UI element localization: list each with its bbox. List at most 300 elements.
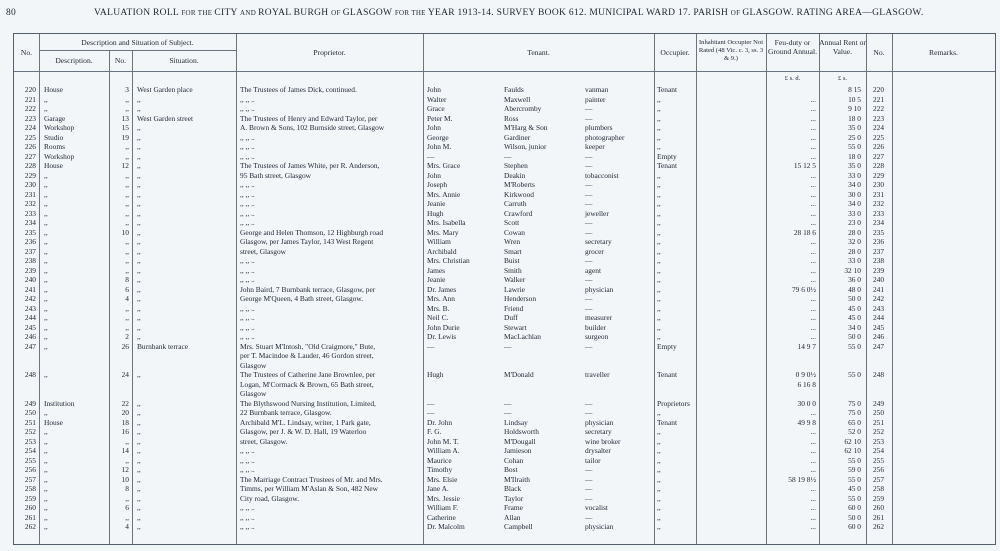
cell-tf: Mrs. Grace [427,161,461,170]
table-row [14,494,994,503]
cell-occ: ,, [657,474,661,484]
cell-rent: 34 0 [848,199,861,208]
cell-no: 226 [24,142,36,151]
cell-ts: — [504,398,512,408]
cell-tf: Grace [427,104,445,113]
cell-prop: ,, ,, .. [240,512,255,522]
cell-prop: ,, ,, .. [240,218,255,227]
cell-tf: Jeanie [427,199,446,208]
cell-tf: Neil C. [427,313,449,322]
cell-ts: Cowan [504,227,525,237]
cell-desc: ,, [44,493,48,503]
table-row [14,104,994,113]
cell-no2: 255 [872,455,885,465]
cell-to: grocer [585,246,604,256]
cell-sit: ,, [137,132,141,142]
cell-occ: Empty [657,151,677,161]
cell-feu: ... [810,199,816,208]
cell-tf: Mrs. Mary [427,227,459,237]
cell-num: 19 [121,132,129,142]
cell-feu: 58 19 8½ [788,474,816,484]
cell-no2: 259 [872,493,885,503]
cell-no: 243 [24,303,36,313]
cell-occ: Empty [657,341,677,351]
cell-ts: Carruth [504,199,527,208]
cell-prop: George M'Queen, 4 Bath street, Glasgow. [240,294,364,303]
cell-no: 228 [24,161,36,170]
cell-num: 6 [125,503,129,512]
cell-no: 242 [24,294,36,303]
cell-tf: Joseph [427,180,448,189]
cell-desc: ,, [44,341,48,351]
cell-prop: ,, ,, .. [240,199,255,208]
cell-desc: ,, [44,408,48,417]
cell-to: photographer [585,132,625,142]
cell-sit: ,, [137,408,141,417]
cell-num: ,, [125,493,129,503]
cell-tf: James [427,265,446,275]
table-row [14,228,994,237]
cell-prop: ,, ,, .. [240,256,255,265]
cell-to: — [585,465,593,474]
cell-ts: M'Roberts [504,180,535,189]
col-occupier: Occupier. [660,48,690,57]
cell-no: 250 [24,408,36,417]
cell-rent: 36 0 [848,275,861,284]
cell-ts: — [504,341,512,351]
cell-ts: Holdsworth [504,427,539,436]
cell-no: 225 [24,132,36,142]
cell-sit: ,, [137,370,141,379]
cell-rent: 50 0 [848,332,861,341]
cell-ts: Wren [504,237,521,246]
cell-no: 237 [24,246,36,256]
cell-no2: 247 [872,341,885,351]
cell-desc: ,, [44,503,48,512]
col-inhabitant: Inhabitant Occupier Not Rated (48 Vic. c. 3, ss. 3 & 9.) [698,39,764,62]
cell-prop: ,, ,, .. [240,522,255,531]
cell-prop: ,, ,, .. [240,332,255,341]
cell-tf: Hugh [427,370,444,379]
cell-rent: 55 0 [848,493,861,503]
cell-feu: 79 6 0½ [791,284,816,294]
cell-no: 260 [24,503,36,512]
cell-tf: Jeanie [427,275,446,284]
cell-ts: Henderson [504,294,537,303]
cell-num: 24 [121,370,129,379]
cell-no2: 239 [872,265,885,275]
cell-desc: ,, [44,332,48,341]
cell-prop: The Marriage Contract Trustees of Mr. and Mrs. [240,474,383,484]
cell-num: 13 [121,113,129,123]
cell-to: painter [585,94,606,104]
cell-to: — [585,408,593,417]
table-row [14,370,994,379]
cell-num: 10 [121,474,129,484]
cell-feu: ... [810,237,816,246]
table-row [14,171,994,180]
table-row [14,446,994,455]
cell-tf: Mrs. Christian [427,256,470,265]
cell-tf: Mrs. Jessie [427,493,460,503]
cell-num: 6 [125,284,129,294]
cell-feu: ... [810,436,816,446]
col-feuduty-units: £ s. d. [784,75,801,82]
cell-feu: 0 9 0½ [795,370,816,379]
cell-occ: ,, [657,180,661,189]
cell-sit: ,, [137,208,141,218]
cell-prop: ,, ,, .. [240,275,255,284]
cell-sit: West Garden street [137,113,194,123]
cell-tf: Hugh [427,208,444,218]
cell-no2: 232 [872,199,885,208]
cell-to: jeweller [585,208,609,218]
table-row [14,408,994,417]
cell-tf: Dr. Malcolm [427,522,465,531]
cell-no2: 235 [872,227,885,237]
table-row [14,399,994,408]
cell-to: — [585,484,593,493]
col-proprietor: Proprietor. [313,48,346,57]
cell-no: 261 [24,512,36,522]
cell-occ: ,, [657,275,661,284]
cell-num: 4 [125,294,129,303]
cell-occ: ,, [657,427,661,436]
cell-no2: 222 [872,104,885,113]
cell-occ: ,, [657,322,661,332]
cell-tf: Jane A. [427,484,449,493]
cell-prop: ,, ,, .. [240,142,255,151]
cell-no2: 248 [872,370,885,379]
cell-desc: ,, [44,512,48,522]
cell-tf: Mrs. Ann [427,294,455,303]
table-row [14,247,994,256]
cell-occ: ,, [657,237,661,246]
cell-ts: Faulds [504,85,524,94]
cell-no2: 257 [872,474,885,484]
cell-no2: 260 [872,503,885,512]
cell-prop: The Trustees of James White, per R. Anderson, [240,161,380,170]
cell-sit: ,, [137,142,141,151]
cell-feu: ... [810,189,816,199]
cell-no: 222 [24,104,36,113]
cell-rent: 59 0 [848,465,861,474]
cell-num: ,, [125,322,129,332]
cell-sit: ,, [137,465,141,474]
cell-prop: ,, ,, .. [240,208,255,218]
cell-sit: ,, [137,503,141,512]
cell-occ: ,, [657,132,661,142]
cell-no: 262 [24,522,36,531]
cell-ts: Taylor [504,493,524,503]
cell-num: ,, [125,151,129,161]
cell-sit: ,, [137,455,141,465]
cell-ts: Jamieson [504,446,532,455]
cell-occ: ,, [657,484,661,493]
cell-ts: Gardiner [504,132,531,142]
cell-rent: 60 0 [848,503,861,512]
cell-feu: ... [810,132,816,142]
page-number: 80 [6,8,17,18]
cell-prop: ,, ,, .. [240,151,255,161]
cell-prop: ,, ,, .. [240,189,255,199]
cell-prop: ,, ,, .. [240,503,255,512]
cell-to: — [585,398,593,408]
cell-no: 231 [24,189,36,199]
cell-occ: ,, [657,189,661,199]
cell-ts: Buist [504,256,520,265]
cell-sit: ,, [137,170,141,180]
cell-tf: Mrs. Elsie [427,474,458,484]
cell-no: 249 [24,398,36,408]
cell-num: 26 [121,341,129,351]
cell-occ: ,, [657,113,661,123]
cell-no2: 242 [872,294,885,303]
cell-no2: 227 [872,151,885,161]
cell-no: 238 [24,256,36,265]
cell-num: ,, [125,218,129,227]
cell-no: 223 [24,113,36,123]
cell-no2: 250 [872,408,885,417]
cell-prop: The Trustees of James Dick, continued. [240,85,357,94]
cell-sit: ,, [137,199,141,208]
cell-rent: 33 0 [848,256,861,265]
cell-prop: per T. Macindoe & Lauder, 46 Gordon street, [240,351,374,360]
cell-to: surgeon [585,332,609,341]
cell-num: 16 [121,427,129,436]
cell-desc: ,, [44,275,48,284]
cell-num: 12 [121,465,129,474]
cell-prop: Archibald M'L. Lindsay, writer, 1 Park gate, [240,417,371,427]
cell-occ: ,, [657,104,661,113]
cell-ts: Smart [504,246,522,256]
cell-ts: Lawrie [504,284,525,294]
col-no: No. [20,48,33,57]
cell-rent: 34 0 [848,322,861,332]
cell-desc: ,, [44,313,48,322]
cell-tf: John Durie [427,322,460,332]
cell-rent: 25 0 [848,132,861,142]
cell-no: 224 [24,123,36,132]
cell-rent: 52 0 [848,427,861,436]
cell-occ: ,, [657,256,661,265]
cell-prop: The Trustees of Henry and Edward Taylor, per [240,113,378,123]
table-row [14,427,994,436]
cell-feu: ... [810,256,816,265]
cell-no2: 240 [872,275,885,284]
cell-num: 4 [125,522,129,531]
cell-rent: 18 0 [848,151,861,161]
cell-tf: — [427,398,435,408]
cell-to: — [585,303,593,313]
cell-no2: 236 [872,237,885,246]
cell-to: — [585,341,593,351]
cell-sit: ,, [137,313,141,322]
cell-desc: ,, [44,104,48,113]
col-rent: Annual Rent or Value. [819,38,866,56]
col-no3: No. [873,48,885,57]
cell-sit: ,, [137,265,141,275]
table-row [14,218,994,227]
cell-prop: City road, Glasgow. [240,493,300,503]
table-row [14,237,994,246]
cell-rent: 33 0 [848,208,861,218]
cell-num: 10 [121,227,129,237]
cell-no2: 225 [872,132,885,142]
cell-rent: 34 0 [848,180,861,189]
cell-ts: M'Donald [504,370,534,379]
cell-no2: 253 [872,436,885,446]
valuation-table [13,33,996,545]
cell-occ: ,, [657,436,661,446]
cell-feu: ... [810,246,816,256]
cell-ts: Lindsay [504,417,528,427]
cell-ts: Friend [504,303,524,313]
col-feuduty: Feu-duty or Ground Annual. [768,38,817,56]
cell-sit: ,, [137,180,141,189]
cell-ts: Bost [504,465,518,474]
cell-ts: Smith [504,265,522,275]
cell-to: measurer [585,313,613,322]
cell-occ: ,, [657,218,661,227]
cell-num: ,, [125,436,129,446]
cell-no: 253 [24,436,36,446]
cell-ts: Frame [504,503,523,512]
cell-no2: 261 [872,512,885,522]
cell-num: ,, [125,246,129,256]
cell-prop: ,, ,, .. [240,94,255,104]
cell-rent: 23 0 [848,218,861,227]
cell-desc: ,, [44,455,48,465]
cell-prop: ,, ,, .. [240,303,255,313]
cell-feu: ... [810,113,816,123]
cell-feu: ... [810,484,816,493]
cell-occ: ,, [657,512,661,522]
cell-num: 14 [121,446,129,455]
cell-no: 244 [24,313,36,322]
cell-ts: Maxwell [504,94,531,104]
cell-feu: ... [810,275,816,284]
cell-feu: ... [810,303,816,313]
cell-prop: George and Helen Thomson, 12 Highburgh road [240,227,384,237]
cell-desc: ,, [44,465,48,474]
cell-ts: Allan [504,512,521,522]
cell-sit: ,, [137,484,141,493]
cell-tf: John M. [427,142,452,151]
cell-rent: 33 0 [848,170,861,180]
cell-sit: ,, [137,512,141,522]
cell-prop: ,, ,, .. [240,104,255,113]
table-row [14,465,994,474]
cell-sit: ,, [137,227,141,237]
cell-rent: 35 0 [848,123,861,132]
cell-to: — [585,151,593,161]
cell-prop: ,, ,, .. [240,180,255,189]
cell-tf: Archibald [427,246,457,256]
cell-feu: ... [810,208,816,218]
cell-feu: ... [810,180,816,189]
cell-prop: Logan, M'Cormack & Brown, 65 Bath street, [240,379,374,389]
cell-no: 245 [24,322,36,332]
cell-no2: 221 [872,94,885,104]
cell-num: ,, [125,512,129,522]
table-row [14,313,994,322]
cell-prop: Glasgow [240,389,267,398]
cell-desc: Workshop [44,123,75,132]
cell-feu: ... [810,104,816,113]
cell-rent: 60 0 [848,522,861,531]
page-title: VALUATION ROLL FOR THE CITY AND ROYAL BURGH OF GLASGOW FOR THE YEAR 1913-14. SURVEY BOOK 612. MUNICIPAL WARD 17. PARISH OF GLASGOW. RATING AREA—GLASGOW. [94,8,924,18]
cell-to: drysalter [585,446,611,455]
cell-desc: ,, [44,436,48,446]
cell-no: 255 [24,455,36,465]
cell-sit: ,, [137,436,141,446]
table-row [14,522,994,531]
cell-no: 251 [24,417,36,427]
cell-occ: ,, [657,170,661,180]
cell-desc: Workshop [44,151,75,161]
table-row [14,275,994,284]
cell-to: keeper [585,142,605,151]
cell-desc: ,, [44,246,48,256]
cell-no2: 249 [872,398,885,408]
cell-to: builder [585,322,606,332]
cell-to: agent [585,265,602,275]
cell-desc: ,, [44,227,48,237]
cell-no2: 226 [872,142,885,151]
cell-rent: 75 0 [848,408,861,417]
cell-feu: 14 9 7 [797,341,816,351]
cell-sit: ,, [137,446,141,455]
col-situation: Situation. [169,56,199,65]
cell-prop: street, Glasgow [240,246,286,256]
cell-rent: 55 0 [848,474,861,484]
cell-sit: ,, [137,474,141,484]
cell-tf: George [427,132,449,142]
cell-occ: ,, [657,332,661,341]
cell-num: 8 [125,484,129,493]
cell-to: — [585,161,593,170]
cell-desc: ,, [44,265,48,275]
cell-desc: ,, [44,322,48,332]
cell-ts: Walker [504,275,526,284]
cell-sit: West Garden place [137,85,193,94]
table-row [14,503,994,512]
cell-no: 220 [24,85,36,94]
cell-feu: ... [810,218,816,227]
cell-no2: 234 [872,218,885,227]
cell-no: 240 [24,275,36,284]
cell-no2: 230 [872,180,885,189]
cell-no2: 233 [872,208,885,218]
table-row [14,475,994,484]
cell-to: physician [585,522,614,531]
cell-desc: ,, [44,370,48,379]
cell-num: ,, [125,313,129,322]
cell-feu: ... [810,522,816,531]
cell-prop: street, Glasgow. [240,436,288,446]
cell-to: tailor [585,455,601,465]
cell-desc: ,, [44,474,48,484]
cell-prop: Glasgow, per J. & W. D. Hall, 19 Waterloo [240,427,367,436]
cell-num: 2 [125,332,129,341]
cell-sit: ,, [137,94,141,104]
cell-sit: ,, [137,275,141,284]
table-row [14,199,994,208]
table-row [14,133,994,142]
cell-num: 12 [121,161,129,170]
cell-occ: ,, [657,123,661,132]
